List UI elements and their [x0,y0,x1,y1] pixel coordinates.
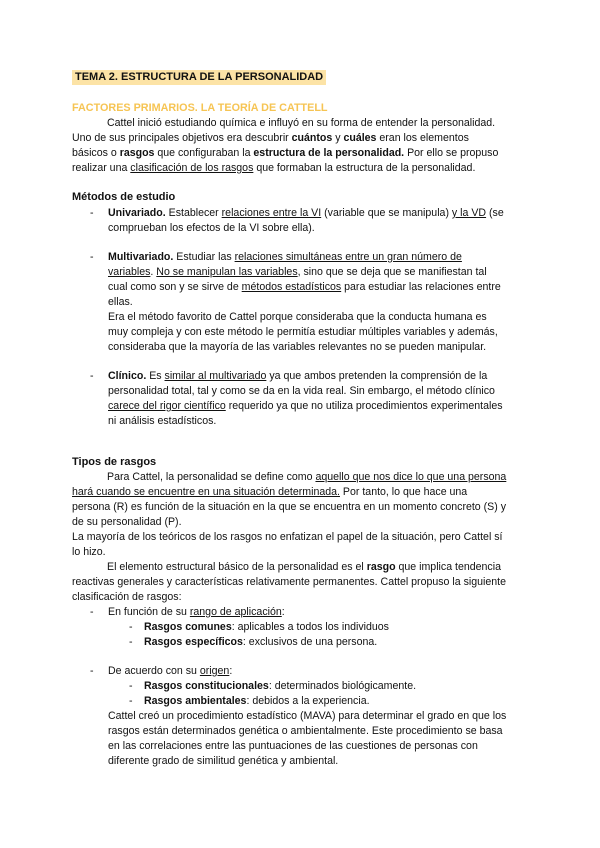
tipos-para-line-9: clasificación de rasgos: [72,591,182,603]
bullet-dash: - [90,207,94,219]
bullet-dash: - [90,606,94,618]
tipos-para-line-4: de su personalidad (P). [72,516,182,528]
page-title: TEMA 2. ESTRUCTURA DE LA PERSONALIDAD [72,70,326,85]
intro-line-4: realizar una clasificación de los rasgos que formaban la estructura de la personalidad. [72,162,476,174]
tipos-para-line-6: lo hizo. [72,546,106,558]
univariado-line-2: comprueban los efectos de la VI sobre ella). [108,222,315,234]
multivariado-line-3: cual como son y se sirve de métodos estadísticos para estudiar las relaciones entre [108,281,501,293]
tipos-para-line-7: El elemento estructural básico de la personalidad es el rasgo que implica tendencia [107,561,501,573]
mava-line-2: rasgos están determinados genética o ambientalmente. Este procedimiento se basa [108,725,503,737]
bullet-dash: - [90,251,94,263]
bullet-dash: - [90,665,94,677]
tipos-para-line-1: Para Cattel, la personalidad se define como aquello que nos dice lo que una persona [107,471,507,483]
section-subtitle: FACTORES PRIMARIOS. LA TEORÍA DE CATTELL [72,102,328,114]
mava-line-1: Cattel creó un procedimiento estadístico (MAVA) para determinar el grado en que los [108,710,507,722]
sub-bullet-dash: - [129,680,133,692]
sub-bullet-dash: - [129,636,133,648]
tipos-para-line-8: reactivas generales y características relativamente permanentes. Cattel propuso la siguiente [72,576,506,588]
multivariado-line-4: ellas. [108,296,133,308]
univariado-line-1: Univariado. Establecer relaciones entre la VI (variable que se manipula) y la VD (se [108,207,504,219]
intro-line-1: Cattel inició estudiando química e influyó en su forma de entender la personalidad. [107,117,496,129]
rasgos-ambientales: Rasgos ambientales: debidos a la experiencia. [144,695,370,707]
multivariado-line-7: consideraba que la mayoría de las variables relevantes no se pueden manipular. [108,341,487,353]
sub-bullet-dash: - [129,621,133,633]
bullet-dash: - [90,370,94,382]
sub-bullet-dash: - [129,695,133,707]
multivariado-line-6: muy compleja y con este método le permitía estudiar múltiples variables y además, [108,326,498,338]
tipos-para-line-5: La mayoría de los teóricos de los rasgos no enfatizan el papel de la situación, pero Cattel sí [72,531,503,543]
tipos-para-line-2: hará cuando se encuentre en una situación determinada. Por tanto, lo que hace una [72,486,468,498]
intro-line-2: Uno de sus principales objetivos era descubrir cuántos y cuáles eran los elementos [72,132,469,144]
rango-bullet: En función de su rango de aplicación: [108,606,285,618]
mava-line-4: diferente grado de similitud genética y ambiental. [108,755,339,767]
clinico-line-2: personalidad total, tal y como se da en la vida real. Sin embargo, el método clínico [108,385,495,397]
rasgos-especificos: Rasgos específicos: exclusivos de una persona. [144,636,378,648]
clinico-line-4: ni análisis estadísticos. [108,415,217,427]
clinico-line-1: Clínico. Es similar al multivariado ya que ambos pretenden la comprensión de la [108,370,488,382]
multivariado-line-5: Era el método favorito de Cattel porque consideraba que la conducta humana es [108,311,487,323]
clinico-line-3: carece del rigor científico requerido ya que no utiliza procedimientos experimentales [108,400,503,412]
rasgos-comunes: Rasgos comunes: aplicables a todos los individuos [144,621,389,633]
metodos-heading: Métodos de estudio [72,191,176,203]
rasgos-constitucionales: Rasgos constitucionales: determinados biológicamente. [144,680,417,692]
mava-line-3: en las correlaciones entre las puntuaciones de las cuestiones de personas con [108,740,478,752]
multivariado-line-1: Multivariado. Estudiar las relaciones simultáneas entre un gran número de [108,251,462,263]
tipos-heading: Tipos de rasgos [72,456,157,468]
intro-line-3: básicos o rasgos que configuraban la estructura de la personalidad. Por ello se propuso [72,147,499,159]
tipos-para-line-3: persona (R) es función de la situación en la que se encuentra en un momento concreto (S) y [72,501,507,513]
origen-bullet: De acuerdo con su origen: [108,665,233,677]
multivariado-line-2: variables. No se manipulan las variables, sino que se deja que se manifiestan tal [108,266,487,278]
